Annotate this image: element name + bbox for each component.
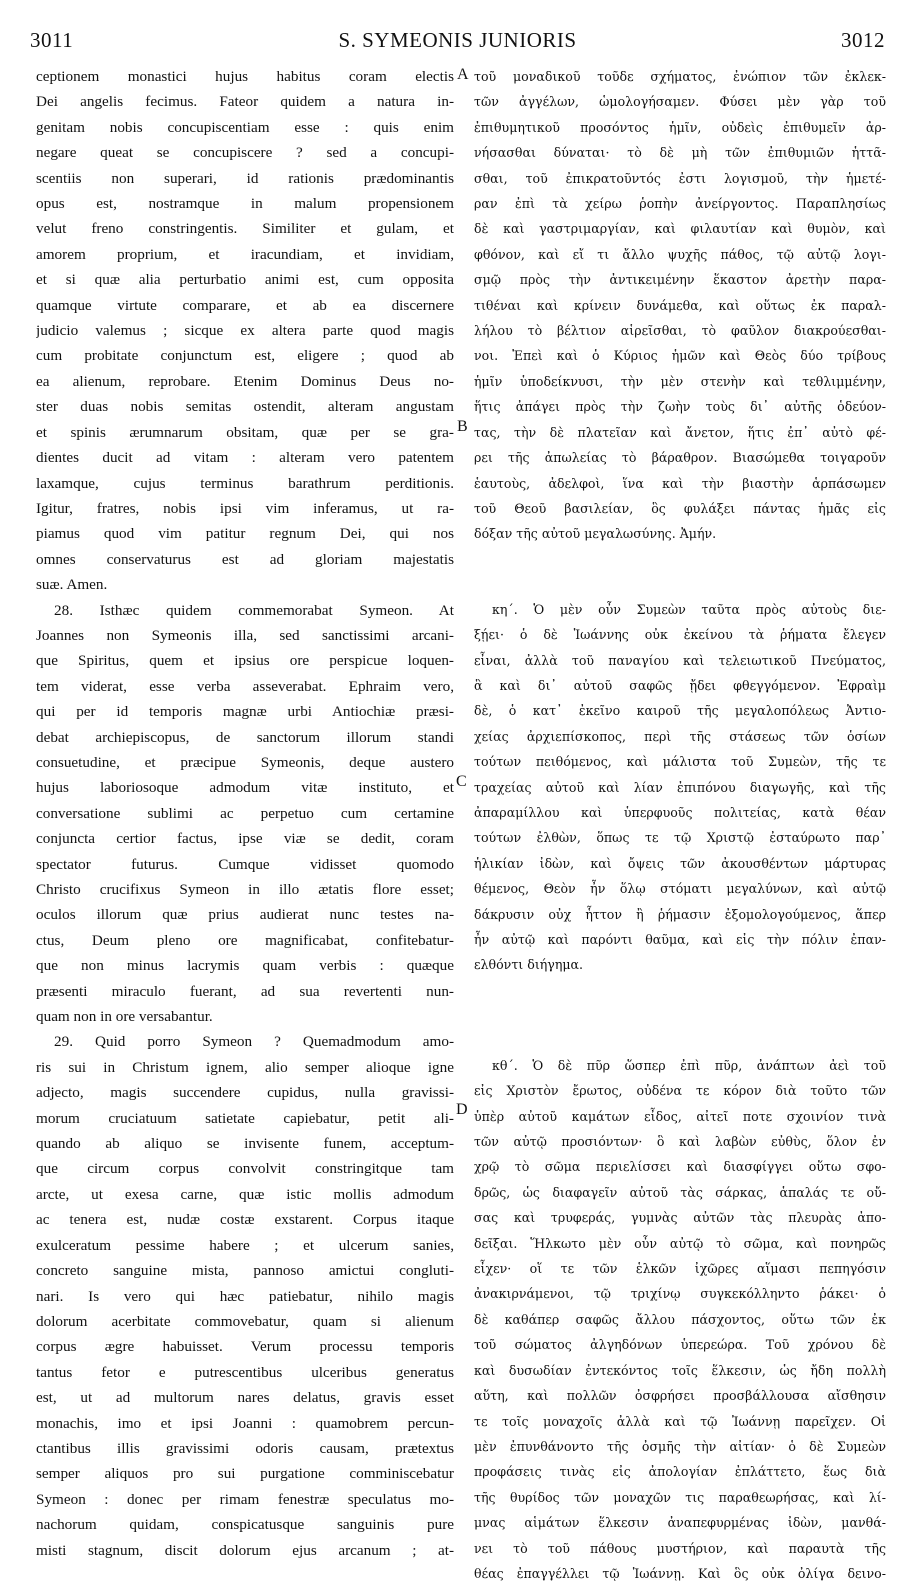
text-line: τας, τὴν δὲ πλατεῖαν καὶ ἄνετον, ἥτις ἐπ᾽ αὐτὸ φέ- <box>474 424 886 440</box>
text-line: semper aliquos pro sui purgatione comminiscebatur <box>36 1465 454 1483</box>
text-line: ἑαυτοὺς, ἀδελφοὶ, ἵνα καὶ τὴν βιαστὴν ἁρπάσωμεν <box>474 475 886 491</box>
text-line: ster duas nobis semitas ostendit, alteram angustam <box>36 398 454 416</box>
text-line: ἦν αὐτῷ καὶ παρόντι θαῦμα, καὶ εἰς τὴν πόλιν ἐπαν- <box>474 932 886 947</box>
text-line: 28. Isthæc quidem commemorabat Symeon. At <box>54 601 454 619</box>
text-line: σθαι, τοῦ ἐπικρατοῦντός ἐστι λογισμοῦ, τὴν ἡμετέ- <box>474 170 886 186</box>
paragraph-gap <box>474 978 886 1003</box>
text-line: ctus, Deum pleno ore magnificabat, confitebatur- <box>36 931 454 949</box>
text-line: dientes ducit ad vitam : alteram vero patentem <box>36 449 454 467</box>
greek-column <box>474 64 886 1586</box>
text-line: quamque virtute comparare, et ab ea discernere <box>36 296 454 314</box>
text-line: scentiis non superari, id rationis prædominantis <box>36 169 454 187</box>
text-line: morum cruciatuum satietate capiebatur, petit ali- <box>36 1109 454 1127</box>
text-line: omnes conservaturus est ad gloriam majestatis <box>36 550 454 568</box>
text-line: δάκρυσιν οὐχ ἧττον ἢ ῥήμασιν ἐξομολογούμενος, ἅπερ <box>474 906 886 922</box>
text-line: ἥτις ἀπάγει πρὸς τὴν ζωὴν τοὺς δι᾽ αὐτῆς ὁδεύον- <box>474 399 886 415</box>
text-line: ἃ καὶ δι᾽ αὐτοῦ σαφῶς ᾔδει φθεγγόμενον. Ἐφραὶμ <box>474 677 886 693</box>
text-line: ραν ἐπὶ τὰ χείρω ῥοπὴν ἀνείργοντος. Παραπλησίως <box>474 196 886 212</box>
text-line: que non minus lacrymis quam verbis : quæque <box>36 957 454 975</box>
left-page-number: 3011 <box>30 28 74 52</box>
text-line: τοῦ σώματος ἀλγηδόνων ὑπερεώρα. Τοῦ χρόνου δὲ <box>474 1337 886 1353</box>
section-marker-a: A <box>457 66 469 83</box>
text-line: ἡλικίαν ἰδὼν, καὶ ὄψεις τῶν ἀκουσθέντων μάρτυρας <box>474 855 886 871</box>
text-line: χρῷ τὸ σῶμα περιελίσσει καὶ διασφίγγει οὕτω σφο- <box>474 1159 886 1175</box>
text-line: τιθέναι καὶ κρίνειν δυνάμεθα, καὶ οὕτως ἐκ παραλ- <box>474 297 886 313</box>
text-line: ὑπὲρ αὐτοῦ καμάτων εἶδος, αἰτεῖ ποτε σχοινίον τινὰ <box>474 1108 886 1124</box>
text-line: προφάσεις τινὰς εἰς ἀπολογίαν ἐπλάττετο, ἕως διὰ <box>474 1464 886 1480</box>
text-line: εἶναι, ἀλλὰ τοῦ παναγίου καὶ τελειωτικοῦ Πνεύματος, <box>474 652 886 668</box>
text-line: καὶ δυσωδίαν ἐντεκόντος τοῖς ἕλκεσιν, ὡς ἤδη πολλὴ <box>474 1362 886 1378</box>
text-line: velut freno constringentis. Similiter et gulam, et <box>36 220 454 238</box>
text-line: nachorum quidam, conspicatusque sanguinis pure <box>36 1516 454 1534</box>
text-line: ἐπιθυμητικοῦ προσόντος ἡμῖν, οὐδεὶς ἐπιθυμεῖν ἀρ- <box>474 119 886 135</box>
text-line: dolorum acerbitate commovebatur, quam si alienum <box>36 1312 454 1330</box>
text-line: μνας αἱμάτων ἕλκεσιν ἀναπεφυρμένας ἰδὼν, μανθά- <box>474 1515 886 1531</box>
text-line: νοι. Ἐπεὶ καὶ ὁ Κύριος ἡμῶν καὶ Θεὸς δύο τρίβους <box>474 348 886 364</box>
text-line: misti stagnum, discit dolorum ejus arcanum ; at- <box>36 1541 454 1559</box>
text-line: σας καὶ τρυφεράς, γυμνὰς αὐτῶν τὰς πλευρὰς ἀπο- <box>474 1210 886 1226</box>
text-line: præsenti miraculo fuerant, ad sua revertenti nun- <box>36 982 454 1000</box>
text-line: genitam nobis concupiscentiam esse : quis enim <box>36 118 454 136</box>
text-line: τραχείας αὐτοῦ καὶ λίαν ἐπιπόνου διαγωγῆς, καὶ τῆς <box>474 779 886 795</box>
text-line: exulceratum pessime habere ; et ulcerum sanies, <box>36 1236 454 1254</box>
running-header <box>30 28 885 62</box>
text-line: ἡμῖν ὑποδείκνυσι, τὴν μὲν στενὴν καὶ τεθλιμμένην, <box>474 373 886 389</box>
text-line: κθ΄. Ὁ δὲ πῦρ ὥσπερ ἐπὶ πῦρ, ἀνάπτων ἀεὶ τοῦ <box>492 1057 886 1073</box>
text-line: τούτων ἐλθὼν, ὅπως τε τῷ Χριστῷ ἐσταύρωτο παρ᾽ <box>474 830 886 846</box>
text-line: qui per id temporis magnæ urbi Antiochiæ præsi- <box>36 703 454 721</box>
text-line: ἀνακιρνάμενοι, τῷ τριχίνῳ συγκεκόλληντο ῥάκει· ὁ <box>474 1286 886 1302</box>
text-line: λήλου τὸ βέλτιον αἱρεῖσθαι, τὸ φαῦλον διακρούεσθαι- <box>474 323 886 339</box>
right-page-number: 3012 <box>841 28 885 52</box>
text-line: piamus quod vim patitur regnum Dei, qui nos <box>36 525 454 543</box>
text-line: cum probitate conjunctum est, eligere ; quod ab <box>36 347 454 365</box>
text-line: monachis, imo et ipsi Joanni : quamobrem percun- <box>36 1414 454 1432</box>
section-marker-b: B <box>457 418 468 435</box>
text-line: τῶν ἀγγέλων, ὡμολογήσαμεν. Φύσει μὲν γὰρ τοῦ <box>474 94 886 110</box>
text-line: que Spiritus, quem et ipsius ore perspicue loquen- <box>36 652 454 670</box>
text-line: 29. Quid porro Symeon ? Quemadmodum amo- <box>54 1033 454 1051</box>
text-line: adjecto, magis succendere cupidus, nulla gravissi- <box>36 1084 454 1102</box>
text-line: Igitur, fratres, nobis ipsi vim inferamus, ut ra- <box>36 499 454 517</box>
paragraph-gap <box>474 1028 886 1053</box>
greek-paragraph-28 <box>474 597 886 978</box>
text-line: et spinis ærumnarum obsitam, quæ per se gra- <box>36 423 454 441</box>
text-line: consuetudine, et præcipue Symeonis, deque austero <box>36 753 454 771</box>
text-line: ea alienum, reprobare. Etenim Dominus Deus no- <box>36 372 454 390</box>
text-line: concreto sanguine mista, pannoso amictui congluti- <box>36 1262 454 1280</box>
text-line: σμῷ πρὸς τὴν ἀντικειμένην ἕκαστον ἀρετὴν παρα- <box>474 272 886 288</box>
text-line: τούτων πειθόμενος, καὶ μάλιστα τοῦ Συμεὼν, τῆς τε <box>474 754 886 770</box>
text-line: tantus fetor e putrescentibus ulceribus generatus <box>36 1363 454 1381</box>
text-line: ris sui in Christum ignem, alio semper alioque igne <box>36 1058 454 1076</box>
text-line: conversatione sublimi ac perpetuo cum certamine <box>36 804 454 822</box>
text-line: opus est, nostramque in malum propensionem <box>36 195 454 213</box>
text-line: τῶν αὐτῷ προσιόντων· ὃ καὶ λαβὼν εὐθὺς, ὅλον ἐν <box>474 1134 886 1150</box>
text-line: τῆς θυρίδος τῶν μοναχῶν τις παραθεωρήσας, καὶ λί- <box>474 1489 886 1505</box>
text-line: νήσασθαι δύναται· τὸ δὲ μὴ τῶν ἐπιθυμιῶν ἡττᾶ- <box>474 145 886 161</box>
text-line: ac tenera est, nudæ costæ exstarent. Corpus itaque <box>36 1211 454 1229</box>
running-title: S. SYMEONIS JUNIORIS <box>338 28 577 52</box>
text-line: δεῖξαι. Ἥλκωτο μὲν οὖν αὐτῷ τὸ σῶμα, καὶ πονηρῶς <box>474 1235 886 1251</box>
text-line: εἶχεν· οἵ τε τῶν ἑλκῶν ἰχῶρες αἵμασι πεπηγόσιν <box>474 1261 886 1277</box>
text-line: χείας ἀρχιεπίσκοπος, περὶ τῆς στάσεως τῶν ὁσίων <box>474 728 886 744</box>
section-marker-d: D <box>456 1101 468 1118</box>
text-line: δὲ καὶ γαστριμαργίαν, καὶ φιλαυτίαν καὶ θυμὸν, καὶ <box>474 221 886 237</box>
text-line: suæ. Amen. <box>36 576 108 594</box>
paragraph-gap <box>474 572 886 597</box>
text-line: μὲν ἐπυνθάνοντο τῆς ὀσμῆς τὴν αἰτίαν· ὁ δὲ Συμεὼν <box>474 1438 886 1454</box>
text-line: et si quæ alia perturbatio animi est, cum opposita <box>36 271 454 289</box>
text-line: εἰς Χριστὸν ἔρωτος, οὐδένα τε κόρον διὰ τοῦτο τῶν <box>474 1083 886 1099</box>
text-line: δὲ, ὁ κατ᾽ ἐκεῖνο καιροῦ τῆς μεγαλοπόλεως Ἀντιο- <box>474 703 886 719</box>
text-line: conjuncta certior factus, ipse viæ se dedit, coram <box>36 830 454 848</box>
text-line: spectator futurus. Cumque vidisset quomodo <box>36 855 454 873</box>
text-line: δρῶς, ὡς διαφαγεῖν αὐτοῦ τὰς σάρκας, ἁπαλάς τε οὔ- <box>474 1184 886 1200</box>
text-line: hujus laboriosoque admodum vitæ instituto, et <box>36 779 454 797</box>
text-line: θέας ἐπαγγέλλει τῷ Ἰωάννῃ. Καὶ ὃς οὐκ ὀλίγα δεινο- <box>474 1565 886 1581</box>
text-line: αὕτη, καὶ πολλῶν ὀσφρήσει προσβάλλουσα αἴσθησιν <box>474 1388 886 1404</box>
text-line: judicio valemus ; sicque ex altera parte quod magis <box>36 322 454 340</box>
text-line: ξῄει· ὁ δὲ Ἰωάννης οὐκ ἐκείνου τὰ ῥήματα ἔλεγεν <box>474 627 886 643</box>
text-line: Dei angelis fecimus. Fateor quidem a natura in- <box>36 93 454 111</box>
text-line: δὲ καθάπερ σαφῶς ἄλλου πάσχοντος, οὕτω τῶν ἐκ <box>474 1311 886 1327</box>
text-line: τε τοῖς μοναχοῖς ἀλλὰ καὶ τῷ Ἰωάννῃ παρεῖχεν. Οἱ <box>474 1413 886 1429</box>
text-line: Christo crucifixus Symeon in illo ætatis flore esset; <box>36 881 454 898</box>
text-line: θέμενος, Θεὸν ἦν ὅλῳ στόματι μεγαλύνων, καὶ αὐτῷ <box>474 881 886 897</box>
text-line: τοῦ Θεοῦ βασιλείαν, ὃς φυλάξει πάντας ἡμᾶς εἰς <box>474 500 886 516</box>
text-line: Joannes non Symeonis illa, sed sanctissimi arcani- <box>36 626 454 644</box>
text-line: oculos illorum quæ prius audierat nunc testes na- <box>36 906 454 924</box>
text-line: νει τὸ τοῦ πάθους μυστήριον, καὶ παραυτὰ τῆς <box>474 1540 886 1556</box>
greek-paragraph-29 <box>474 1053 886 1586</box>
text-line: que circum corpus convolvit constringitque tam <box>36 1160 454 1178</box>
paragraph-gap <box>474 1003 886 1028</box>
section-marker-c: C <box>456 773 467 790</box>
text-line: τοῦ μοναδικοῦ τοῦδε σχήματος, ἐνώπιον τῶν ἐκλεκ- <box>474 69 886 84</box>
text-line: tem viderat, esse verba asseverabat. Ephraim vero, <box>36 677 454 695</box>
text-line: arcte, ut exesa carne, quæ istic mollis admodum <box>36 1185 454 1203</box>
text-line: ἀπαραμίλλου καὶ ὑπερφυοῦς πολιτείας, κατὰ θέαν <box>474 804 886 820</box>
text-line: laxamque, cujus terminus barathrum perditionis. <box>36 474 454 492</box>
text-line: ceptionem monastici hujus habitus coram electis <box>36 68 454 85</box>
text-line: amorem proprium, et iracundiam, et invidiam, <box>36 245 454 263</box>
text-line: negare queat se concupiscere ? sed a concupi- <box>36 144 454 162</box>
latin-column <box>36 64 454 1563</box>
text-line: κη΄. Ὁ μὲν οὖν Συμεὼν ταῦτα πρὸς αὐτοὺς διε- <box>492 601 886 617</box>
text-line: φθόνον, καὶ εἴ τι ἄλλο ψυχῆς πάθος, τῷ αὐτῷ λογι- <box>474 246 886 262</box>
text-line: ctantibus illis gravissimi odoris causam, prætextus <box>36 1439 454 1457</box>
text-line: Symeon : donec per rimam fenestræ speculatus mo- <box>36 1490 454 1508</box>
text-line: nari. Is vero qui hæc patiebatur, nihilo magis <box>36 1287 454 1305</box>
text-line: δόξαν τῆς αὐτοῦ μεγαλωσύνης. Ἀμήν. <box>474 526 717 542</box>
text-line: debat archiepiscopus, de sanctorum illorum standi <box>36 728 454 746</box>
greek-paragraph-1 <box>474 64 886 547</box>
text-line: quando ab aliquo se invisente funem, acceptum- <box>36 1135 454 1153</box>
paragraph-gap <box>474 547 886 572</box>
text-line: ελθόντι διήγημα. <box>474 957 584 973</box>
text-line: quam non in ore versabantur. <box>36 1008 213 1026</box>
text-line: est, ut ad multorum nares delatus, gravis esset <box>36 1389 454 1407</box>
text-line: corpus ægre habuisset. Verum processu temporis <box>36 1338 454 1356</box>
text-line: ρει τῆς ἀπωλείας τὸ βάραθρον. Βιασώμεθα τοιγαροῦν <box>474 450 886 466</box>
